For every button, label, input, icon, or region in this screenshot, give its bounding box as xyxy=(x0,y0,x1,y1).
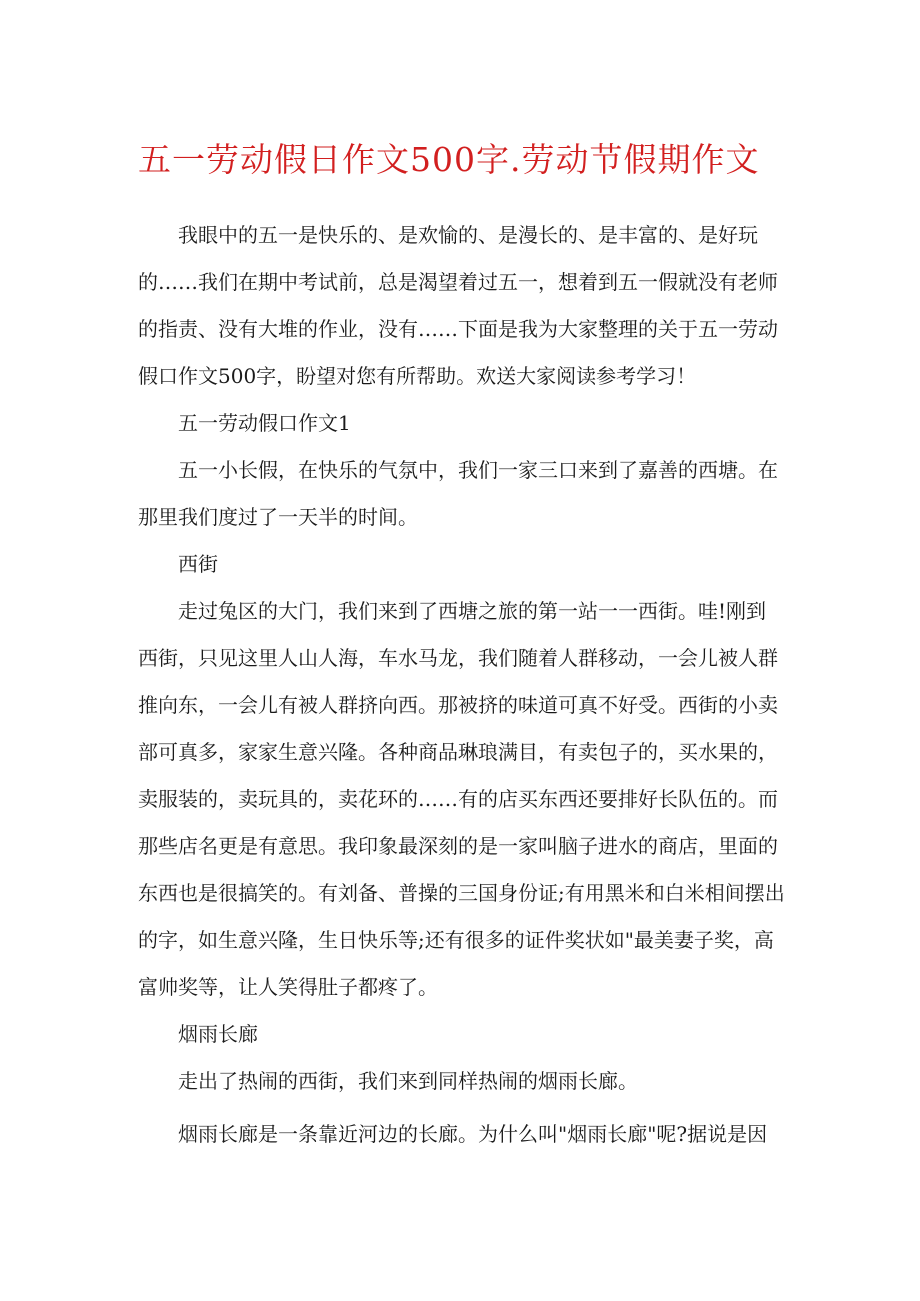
paragraph-west-street: 走过兔区的大门，我们来到了西塘之旅的第一站一一西街。哇!刚到西街，只见这里人山人海，车水马龙，我们随着人群移动，一会儿被人群推向东，一会儿有被人群挤向西。那被挤的味道可真不好受。西街的小卖部可真多，家家生意兴隆。各种商品琳琅满目，有卖包子的，买水果的，卖服装的，卖玩具的，卖花环的……有的店买东西还要排好长队伍的。而那些店名更是有意思。我印象最深刻的是一家叫脑子进水的商店，里面的东西也是很搞笑的。有刘备、普操的三国身份证;有用黑米和白米相间摆出的字，如生意兴隆，生日快乐等;还有很多的证件奖状如"最美妻子奖，高富帅奖等，让人笑得肚子都疼了。 xyxy=(138,599,785,999)
essay-heading-1: 五一劳动假口作文1 xyxy=(178,411,351,435)
section-heading-corridor: 烟雨长廊 xyxy=(178,1022,258,1046)
section-heading-west-street: 西街 xyxy=(178,552,218,576)
document-body xyxy=(138,212,786,1158)
intro-paragraph: 我眼中的五一是快乐的、是欢愉的、是漫长的、是丰富的、是好玩的……我们在期中考试前，总是渴望着过五一，想着到五一假就没有老师的指责、没有大堆的作业，没有……下面是我为大家整理的关于五一劳动假口作文500字，盼望对您有所帮助。欢送大家阅读参考学习！ xyxy=(138,223,778,388)
document-title: 五一劳动假日作文500字.劳动节假期作文 xyxy=(138,140,760,179)
paragraph-trip: 五一小长假，在快乐的气氛中，我们一家三口来到了嘉善的西塘。在那里我们度过了一天半的时间。 xyxy=(138,458,778,529)
paragraph-leave-west-street: 走出了热闹的西街，我们来到同样热闹的烟雨长廊。 xyxy=(178,1069,638,1093)
paragraph-corridor: 烟雨长廊是一条靠近河边的长廊。为什么叫"烟雨长廊"呢?据说是因 xyxy=(178,1122,768,1146)
